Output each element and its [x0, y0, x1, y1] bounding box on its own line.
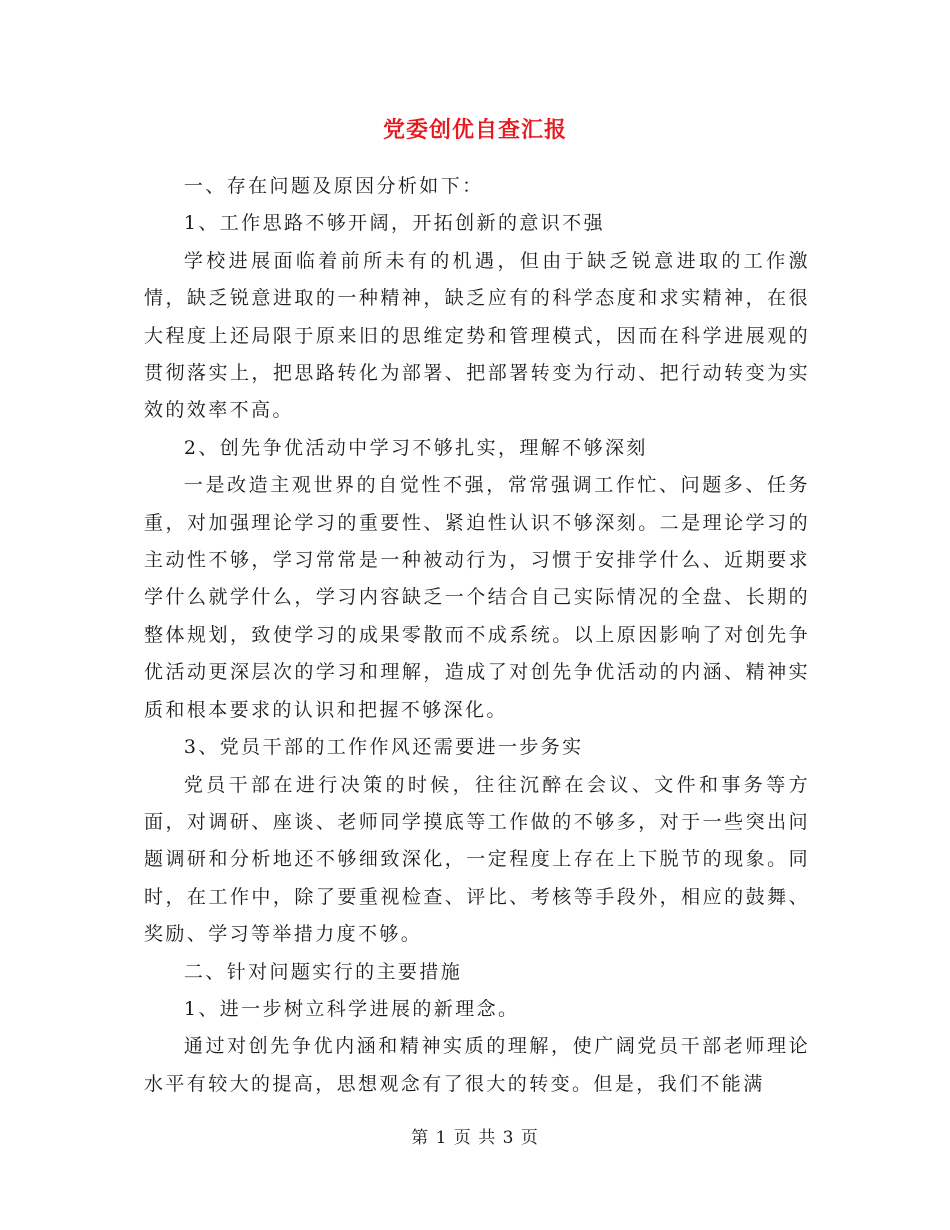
body-paragraph: 通过对创先争优内涵和精神实质的理解，使广阔党员干部老师理论水平有较大的提高，思想观念有了很大的转变。但是，我们不能满 — [144, 1035, 810, 1095]
subsection-heading: 1、工作思路不够开阔，开拓创新的意识不强 — [183, 212, 605, 235]
body-paragraph: 学校进展面临着前所未有的机遇，但由于缺乏锐意进取的工作激情，缺乏锐意进取的一种精神，缺乏应有的科学态度和求实精神，在很大程度上还局限于原来旧的思维定势和管理模式，因而在科学进展观的贯彻落实上，把思路转化为部署、把部署转变为行动、把行动转变为实效的效率不高。 — [144, 249, 810, 422]
body-paragraph: 一是改造主观世界的自觉性不强，常常强调工作忙、问题多、任务重，对加强理论学习的重要性、紧迫性认识不够深刻。二是理论学习的主动性不够，学习常常是一种被动行为，习惯于安排学什么、近期要求学什么就学什么，学习内容缺乏一个结合自己实际情况的全盘、长期的整体规划，致使学习的成果零散而不成系统。以上原因影响了对创先争优活动更深层次的学习和理解，造成了对创先争优活动的内涵、精神实质和根本要求的认识和把握不够深化。 — [144, 474, 810, 721]
page-label-suffix: 页 — [520, 1128, 539, 1148]
subsection-heading: 3、党员干部的工作作风还需要进一步务实 — [183, 736, 584, 759]
subsection-heading: 1、进一步树立科学进展的新理念。 — [183, 997, 520, 1020]
subsection-heading: 2、创先争优活动中学习不够扎实，理解不够深刻 — [183, 436, 648, 459]
body-paragraph: 党员干部在进行决策的时候，往往沉醉在会议、文件和事务等方面，对调研、座谈、老师同学摸底等工作做的不够多，对于一些突出问题调研和分析地还不够细致深化，一定程度上存在上下脱节的现象。同时，在工作中，除了要重视检查、评比、考核等手段外，相应的鼓舞、奖励、学习等举措力度不够。 — [144, 773, 810, 946]
page-label-middle: 页 共 — [453, 1128, 497, 1148]
section-heading: 二、针对问题实行的主要措施 — [183, 960, 463, 983]
document-body — [144, 168, 810, 1103]
section-heading: 一、存在问题及原因分析如下： — [183, 175, 484, 197]
current-page-number: 1 — [435, 1128, 448, 1148]
page-label-prefix: 第 — [411, 1128, 430, 1148]
document-title: 党委创优自查汇报 — [382, 117, 567, 143]
page-footer — [0, 1126, 950, 1150]
total-pages-number: 3 — [502, 1128, 515, 1148]
